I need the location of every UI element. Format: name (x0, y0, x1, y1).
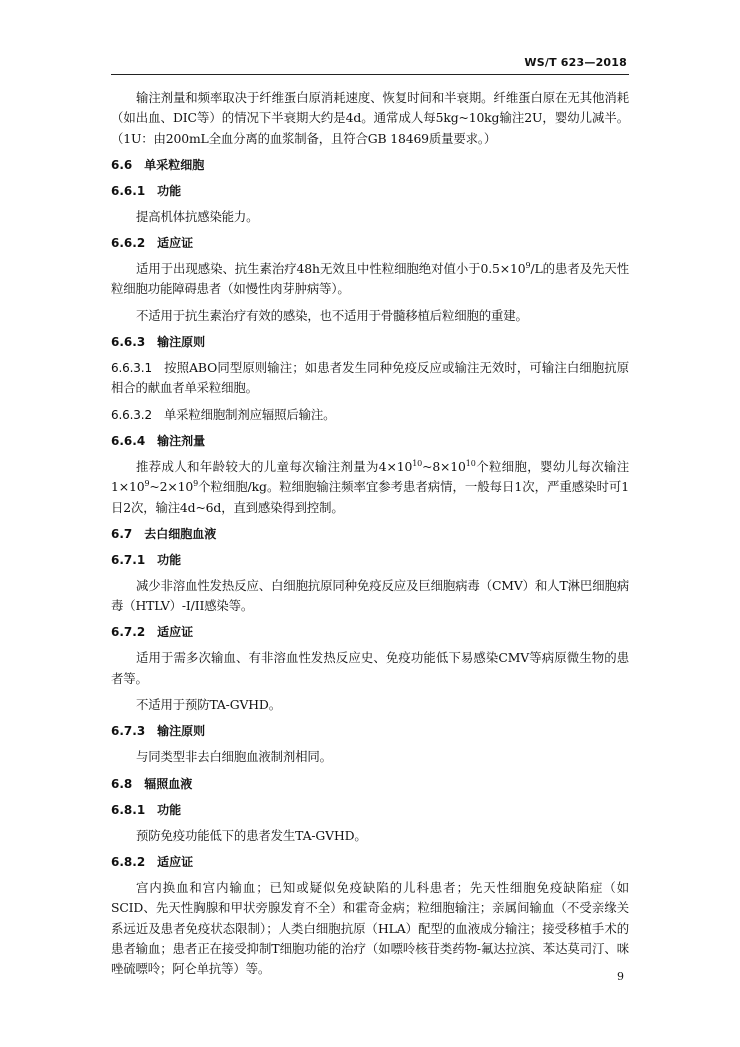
section-heading (111, 524, 629, 544)
section-title: 输注剂量 (157, 433, 206, 448)
section-number: 6.6.3 (111, 335, 146, 350)
section-number: 6.7.1 (111, 552, 146, 567)
paragraph: 不适用于预防TA-GVHD。 (136, 697, 281, 713)
section-heading (111, 852, 629, 872)
section-number: 6.7 (111, 526, 133, 541)
paragraph: 输注剂量和频率取决于纤维蛋白原消耗速度、恢复时间和半衰期。纤维蛋白原在无其他消耗（如出血、DIC等）的情况下半衰期大约是4d。通常成人每5kg~10kg输注2U，婴幼儿减半。（1U：由200mL全血分离的血浆制备，且符合GB 18469质量要求。） (111, 90, 629, 146)
section-heading (111, 550, 629, 570)
section-title: 功能 (157, 802, 182, 817)
numbered-clause (111, 405, 629, 425)
text-run: 适用于出现感染、抗生素治疗48h无效且中性粒细胞绝对值小于0.5×10 (136, 261, 526, 277)
section-number: 6.6.4 (111, 433, 146, 448)
paragraph: 与同类型非去白细胞血液制剂相同。 (136, 749, 332, 765)
text-run: /L的患者及先天性粒细胞功能障碍患者（如慢性肉芽肿病等）。 (111, 261, 629, 297)
exponent: 9 (144, 479, 150, 489)
section-title: 适应证 (157, 236, 194, 251)
section-heading (111, 431, 629, 451)
section-title: 功能 (157, 183, 182, 198)
section-title: 单采粒细胞 (144, 157, 205, 172)
exponent: 10 (465, 458, 476, 468)
section-number: 6.8 (111, 776, 133, 791)
text-run: ~2×10 (149, 479, 194, 495)
exponent: 9 (193, 479, 199, 489)
section-heading (111, 233, 629, 253)
clause-text: 按照ABO同型原则输注；如患者发生同种免疫反应或输注无效时，可输注白细胞抗原相合的献血者单采粒细胞。 (111, 360, 629, 396)
section-number: 6.7.2 (111, 625, 146, 640)
section-title: 去白细胞血液 (144, 526, 217, 541)
paragraph: 不适用于抗生素治疗有效的感染，也不适用于骨髓移植后粒细胞的重建。 (136, 307, 528, 323)
section-title: 输注原则 (157, 724, 206, 739)
paragraph: 宫内换血和宫内输血；已知或疑似免疫缺陷的儿科患者；先天性细胞免疫缺陷症（如SCID、先天性胸腺和甲状旁腺发育不全）和霍奇金病；粒细胞输注；亲属间输血（不受亲缘关系远近及患者免疫状态限制）；人类白细胞抗原（HLA）配型的血液成分输注；接受移植手术的患者输血；患者正在接受抑制T细胞功能的治疗（如嘌呤核苷类药物-氟达拉滨、苯达莫司汀、咪唑硫嘌呤；阿仑单抗等）等。 (111, 879, 629, 977)
exponent: 10 (412, 458, 423, 468)
section-number: 6.8.2 (111, 854, 146, 869)
text-run: 个粒细胞/kg。粒细胞输注频率宜参考患者病情，一般每日1次，严重感染时可1日2次，输注4d~6d，直到感染得到控制。 (111, 479, 629, 515)
section-title: 适应证 (157, 625, 194, 640)
paragraph: 适用于需多次输血、有非溶血性发热反应史、免疫功能低下易感染CMV等病原微生物的患者等。 (111, 650, 629, 686)
section-heading (111, 332, 629, 352)
exponent: 9 (525, 261, 531, 271)
text-run: 个粒细胞，婴幼儿每次输注1×10 (111, 458, 629, 495)
section-number: 6.6.2 (111, 236, 146, 251)
section-number: 6.8.1 (111, 802, 146, 817)
section-heading (111, 774, 629, 794)
section-title: 辐照血液 (144, 776, 193, 791)
section-heading (111, 800, 629, 820)
clause-number: 6.6.3.2 (111, 407, 152, 422)
text-run: ~8×10 (422, 458, 466, 474)
section-heading (111, 181, 629, 201)
section-heading (111, 155, 629, 175)
clause-number: 6.6.3.1 (111, 361, 152, 376)
header-rule (111, 74, 629, 75)
paragraph: 预防免疫功能低下的患者发生TA-GVHD。 (136, 827, 367, 843)
section-number: 6.6.1 (111, 183, 146, 198)
page-number: 9 (617, 970, 624, 983)
paragraph: 减少非溶血性发热反应、白细胞抗原同种免疫反应及巨细胞病毒（CMV）和人T淋巴细胞病毒（HTLV）-I/II感染等。 (111, 577, 629, 614)
section-number: 6.7.3 (111, 724, 146, 739)
numbered-clause (111, 358, 629, 399)
paragraph-with-exponents (111, 457, 629, 518)
paragraph: 提高机体抗感染能力。 (136, 208, 259, 224)
section-heading (111, 721, 629, 741)
section-heading (111, 622, 629, 642)
section-title: 功能 (157, 552, 182, 567)
section-title: 适应证 (157, 854, 194, 869)
text-run: 推荐成人和年龄较大的儿童每次输注剂量为4×10 (136, 458, 413, 474)
document-code: WS/T 623—2018 (524, 56, 627, 69)
section-title: 输注原则 (157, 335, 206, 350)
document-body (111, 88, 629, 985)
section-number: 6.6 (111, 157, 133, 172)
clause-text: 单采粒细胞制剂应辐照后输注。 (163, 406, 336, 422)
paragraph-with-exponents (111, 259, 629, 300)
